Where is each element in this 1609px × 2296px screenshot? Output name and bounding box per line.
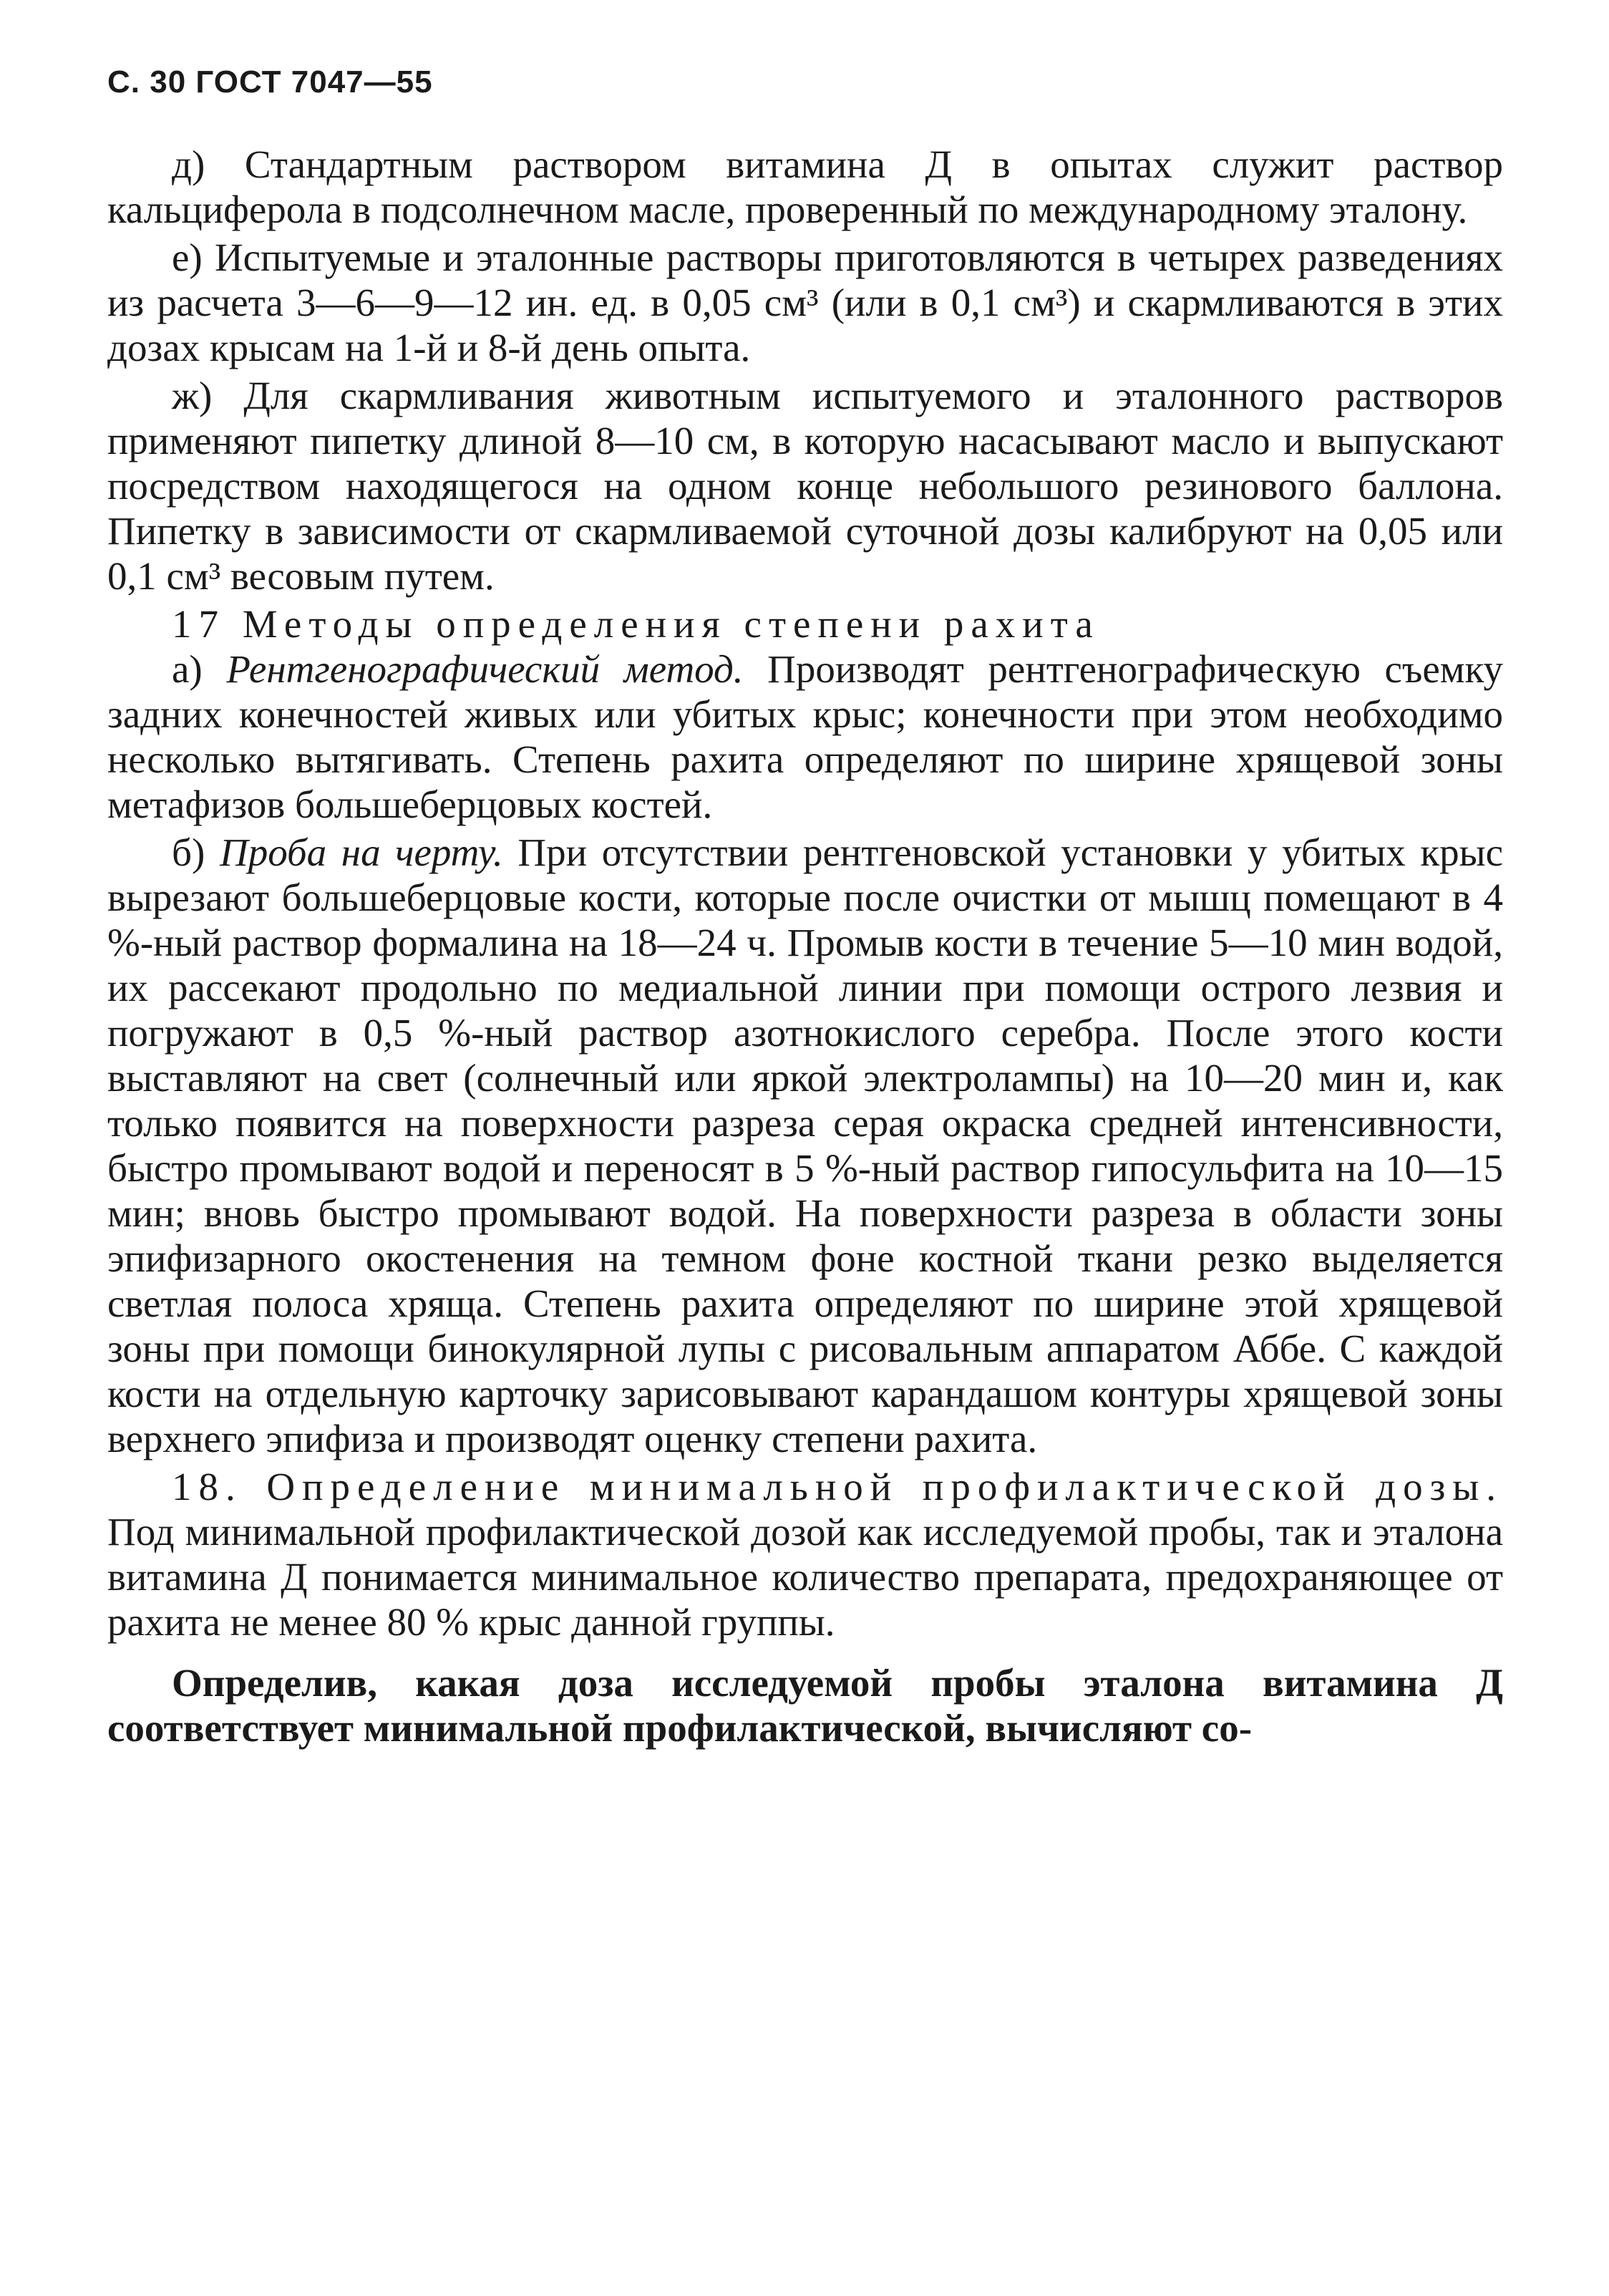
paragraph-zh: ж) Для скармливания животным испытуемого и эталонного растворов применяют пипетку длиной 8—10 см, в которую насасывают масло и выпускают посредством находящегося на одном конце небольшого резинового баллона. Пипетку в зависимости от скармливаемой суточной дозы калибруют на 0,05 или 0,1 см³ весовым путем. (107, 374, 1503, 598)
paragraph-b-title: Проба на черту. (219, 830, 503, 874)
section-18-heading: 18. Определение минимальной профилактической дозы. (172, 1465, 1503, 1508)
paragraph-d: д) Стандартным раствором витамина Д в опытах служит раствор кальциферола в подсолнечном масле, проверенный по международному эталону. (107, 142, 1503, 231)
paragraph-a (107, 646, 1503, 827)
page-header: С. 30 ГОСТ 7047—55 (107, 64, 433, 100)
document-page (107, 64, 1503, 1790)
paragraph-a-title: Рентгенографический метод. (226, 647, 744, 691)
paragraph-b-label: б) (172, 830, 205, 874)
section-17-heading-text: 17 Методы определения степени рахита (172, 602, 1100, 646)
section-17-heading (107, 601, 1503, 646)
section-18 (107, 1464, 1503, 1645)
paragraph-b-text: При отсутствии рентгеновской установки у убитых крыс вырезают большеберцовые кости, которые после очистки от мышц помещают в 4 %-ный раствор формалина на 18—24 ч. Промыв кости в течение 5—10 мин водой, их рассекают продольно по медиальной линии при помощи острого лезвия и погружают в 0,5 %-ный раствор азотнокислого серебра. После этого кости выставляют на свет (солнечный или яркой электролампы) на 10—20 мин и, как только появится на поверхности разреза серая окраска средней интенсивности, быстро промывают водой и переносят в 5 %-ный раствор гипосульфита на 10—15 мин; вновь быстро промывают водой. На поверхности разреза в области зоны эпифизарного окостенения на темном фоне костной ткани резко выделяется светлая полоса хряща. Степень рахита определяют по ширине этой хрящевой зоны при помощи бинокулярной лупы с рисовальным аппаратом Аббе. С каждой кости на отдельную карточку зарисовывают карандашом контуры хрящевой зоны верхнего эпифиза и производят оценку степени рахита. (107, 830, 1504, 1461)
paragraph-a-text: Производят рентгенографическую съемку задних конечностей живых или убитых крыс; конечности при этом необходимо несколько вытягивать. Степень рахита определяют по ширине хрящевой зоны метафизов большеберцовых костей. (107, 647, 1504, 826)
section-18-text: Под минимальной профилактической дозой как исследуемой пробы, так и эталона витамина Д понимается минимальное количество препарата, предохраняющее от рахита не менее 80 % крыс данной группы. (107, 1510, 1503, 1644)
paragraph-b (107, 830, 1503, 1461)
paragraph-a-label: а) (172, 647, 203, 691)
final-paragraph: Определив, какая доза исследуемой пробы эталона витамина Д соответствует минимальной профилактической, вычисляют со- (107, 1661, 1503, 1750)
paragraph-e: е) Испытуемые и эталонные растворы приготовляются в четырех разведениях из расчета 3—6—9—12 ин. ед. в 0,05 см³ (или в 0,1 см³) и скармливаются в этих дозах крысам на 1-й и 8-й день опыта. (107, 236, 1503, 369)
